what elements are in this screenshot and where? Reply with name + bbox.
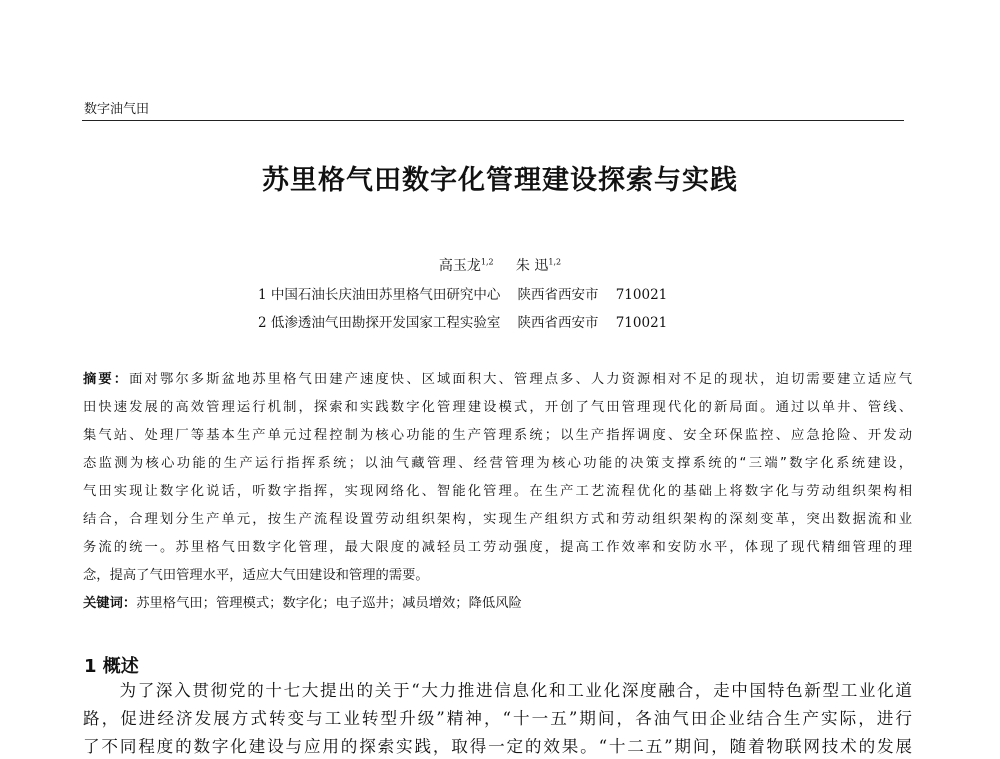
abstract-line: 集气站、处理厂等基本生产单元过程控制为核心功能的生产管理系统；以生产指挥调度、安全环保监控、应急抢险、开发动 — [83, 428, 912, 443]
section-heading: 1 概述 — [84, 656, 139, 677]
author-name: 朱 迅 — [515, 258, 549, 274]
affiliation: 1 中国石油长庆油田苏里格气田研究中心 陕西省西安市 710021 — [258, 287, 668, 303]
keywords — [83, 594, 912, 614]
affiliation: 2 低渗透油气田勘探开发国家工程实验室 陕西省西安市 710021 — [258, 315, 668, 331]
running-header: 数字油气田 — [84, 102, 150, 117]
body-line: 了不同程度的数字化建设与应用的探索实践，取得一定的效果。“十二五”期间，随着物联网技术的发展 — [83, 737, 912, 756]
abstract-line: 田快速发展的高效管理运行机制，探索和实践数字化管理建设模式，开创了气田管理现代化的新局面。通过以单井、管线、 — [83, 400, 912, 415]
paper-title: 苏里格气田数字化管理建设探索与实践 — [262, 165, 738, 196]
header-rule — [82, 120, 904, 121]
abstract-line — [83, 370, 912, 390]
abstract-line: 务流的统一。苏里格气田数字化管理，最大限度的减轻员工劳动强度，提高工作效率和安防水平，体现了现代精细管理的理 — [83, 540, 912, 555]
author-list — [0, 255, 1000, 275]
author-affiliation-marker: 1,2 — [480, 257, 494, 267]
body-line: 为了深入贯彻党的十七大提出的关于“大力推进信息化和工业化深度融合，走中国特色新型工业化道 — [83, 681, 912, 700]
keywords-text: 苏里格气田；管理模式；数字化；电子巡井；减员增效；降低风险 — [136, 596, 522, 611]
body-line: 路，促进经济发展方式转变与工业转型升级”精神，“十一五”期间，各油气田企业结合生产实际，进行 — [83, 709, 912, 728]
abstract-line: 态监测为核心功能的生产运行指挥系统；以油气藏管理、经营管理为核心功能的决策支撑系统的“三端”数字化系统建设， — [83, 456, 912, 471]
abstract-text: 面对鄂尔多斯盆地苏里格气田建产速度快、区域面积大、管理点多、人力资源相对不足的现状，迫切需要建立适应气 — [129, 372, 912, 387]
abstract-line: 结合，合理划分生产单元，按生产流程设置劳动组织架构，实现生产组织方式和劳动组织架构的深刻变革，突出数据流和业 — [83, 512, 912, 527]
abstract-label: 摘要： — [83, 372, 130, 387]
abstract-line: 念，提高了气田管理水平，适应大气田建设和管理的需要。 — [83, 568, 429, 583]
abstract-line: 气田实现让数字化说话，听数字指挥，实现网络化、智能化管理。在生产工艺流程优化的基础上将数字化与劳动组织架构相 — [83, 484, 912, 499]
keywords-label: 关键词： — [83, 596, 137, 611]
author-name: 高玉龙 — [438, 258, 481, 274]
author-affiliation-marker: 1,2 — [548, 257, 562, 267]
